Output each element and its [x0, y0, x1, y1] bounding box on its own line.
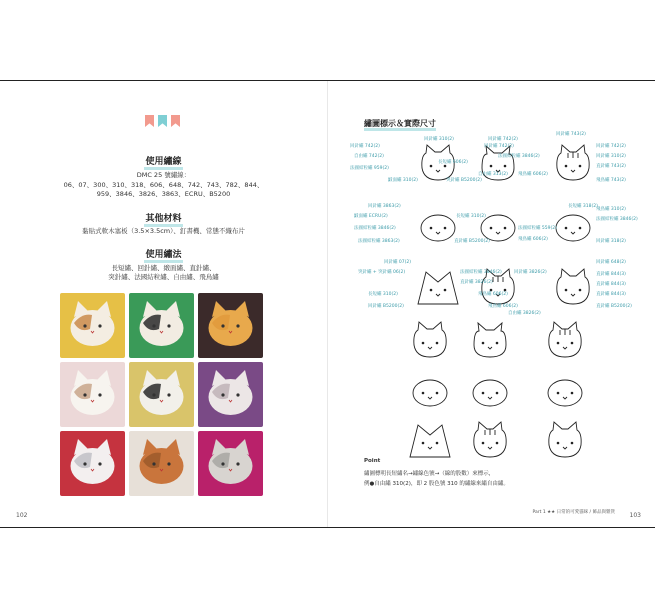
stitch-label: 緞面繡 ECRU(2) [354, 214, 388, 219]
stitch-label: 回針繡 318(2) [596, 239, 626, 244]
diagram-title: 繡圖標示＆實際尺寸 [364, 118, 436, 129]
cat-embroidery-icon [60, 293, 125, 358]
cat-outline-diagram [557, 269, 589, 304]
stitch-label: 自由繡 742(2) [354, 154, 384, 159]
bunting-flags [145, 115, 180, 127]
note-head: Point [364, 458, 381, 464]
stitch-label: 直針繡 3826(2) [460, 280, 493, 285]
thread-line-2: 06、07、300、310、318、606、648、742、743、782、844、 [63, 181, 264, 189]
stitch-label: 長短繡 606(2) [438, 160, 468, 165]
cat-embroidery-icon [129, 362, 194, 427]
cat-embroidery-icon [198, 362, 263, 427]
cat-embroidery-icon [129, 293, 194, 358]
stitch-label: 回針繡 07(2) [384, 260, 412, 265]
stitch-label: 飛鳥繡 606(2) [518, 237, 548, 242]
cat-outline-diagram [414, 322, 446, 357]
stitch-label: 飛鳥繡 743(2) [596, 178, 626, 183]
stitch-label: 回針繡 742(2) [596, 144, 626, 149]
flag-2 [158, 115, 167, 127]
stitch-label: 自由繡 3826(2) [508, 311, 541, 316]
embroidery-photo [198, 431, 263, 496]
cat-outline-diagram [418, 272, 458, 304]
note-line-1: 繡圖標明長短繡名→繡線色號→（線的股數）來標示， [364, 471, 495, 477]
page-number-right: 103 [629, 512, 641, 519]
stitch-label: 突針繡 B5200(2) [446, 178, 482, 183]
flag-1 [145, 115, 154, 127]
stitch-label: 直針繡 844(3) [596, 272, 626, 277]
stitch-label: 回針繡 310(2) [424, 137, 454, 142]
stitch-label: 法國結粒繡 3846(2) [596, 217, 638, 222]
stitch-label: 直針繡 B5200(2) [596, 304, 632, 309]
embroidery-photo [129, 362, 194, 427]
thread-line-3: 959、3846、3826、3863、ECRU、B5200 [96, 190, 231, 198]
stitch-label: 飛鳥繡 606(2) [478, 292, 508, 297]
stitch-label: 緞面繡 310(2) [388, 178, 418, 183]
stitch-label: 長短繡 310(2) [368, 292, 398, 297]
stitch-label: 飛鳥繡 606(2) [488, 304, 518, 309]
cat-embroidery-icon [60, 362, 125, 427]
cat-outline-diagram [473, 380, 507, 406]
stitch-label: 回針繡 742(2) [484, 144, 514, 149]
stitch-label: 自由繡 313(2) [478, 172, 508, 177]
stitch-label: 法國結粒繡 3863(2) [358, 239, 400, 244]
stitch-label: 回針繡 B5200(2) [368, 304, 404, 309]
stitch-label: 直針繡 B5200(2) [454, 239, 490, 244]
page-number-left: 102 [16, 512, 28, 519]
stitch-label: 法國結粒繡 3846(2) [460, 270, 502, 275]
cat-outline-diagram [557, 145, 589, 180]
cat-outline-diagram [474, 323, 506, 357]
stitch-label: 直針繡 743(2) [596, 164, 626, 169]
cat-outline-diagram [421, 215, 455, 241]
embroidery-photo [129, 431, 194, 496]
stitch-label: 回針繡 648(2) [596, 260, 626, 265]
right-page [328, 81, 655, 527]
stitch-label: 直針繡 844(3) [596, 292, 626, 297]
stitch-label: 飛鳥繡 310(2) [596, 207, 626, 212]
note-line-2: 例●自由繡 310(2)，即 2 股色號 310 的繡線來繡自由繡。 [364, 481, 509, 487]
embroidery-photo-grid [60, 293, 263, 496]
stitch-label: 回針繡 3863(2) [368, 204, 401, 209]
stitch-label: 長短繡 318(2) [568, 204, 598, 209]
stitch-label: 回針繡 3826(2) [514, 270, 547, 275]
cat-embroidery-icon [60, 431, 125, 496]
cat-embroidery-icon [198, 293, 263, 358]
cat-outline-diagram [413, 380, 447, 406]
stitch-label: 長短繡 310(2) [456, 214, 486, 219]
embroidery-photo [198, 362, 263, 427]
book-spread [0, 80, 655, 528]
stitch-label: 回針繡 310(2) [596, 154, 626, 159]
stitch-label: 法國結粒繡 959(2) [350, 166, 389, 171]
stitch-title: 使用繡法 [0, 247, 327, 260]
stitch-label: 回針繡 742(2) [488, 137, 518, 142]
cat-outline-diagram [549, 322, 581, 357]
stitch-label: 法國結粒繡 3846(2) [354, 226, 396, 231]
cat-outline-diagram [556, 215, 590, 241]
embroidery-photo [60, 431, 125, 496]
cat-embroidery-icon [129, 431, 194, 496]
thread-title: 使用繡線 [0, 154, 327, 167]
embroidery-photo [198, 293, 263, 358]
cat-outline-diagram [548, 380, 582, 406]
stitch-label: 法國結粒繡 559(2) [518, 226, 557, 231]
stitch-line-1: 長短繡、回針繡、緞面繡、直針繡、 [111, 264, 216, 272]
material-line: 黏貼式軟木塞板（3.5×3.5cm）、釘書機、常態不織布片 [82, 227, 245, 235]
page-footer: Part 1 ★★ 日常的可愛貓咪 / 飾品與雜貨 [532, 510, 615, 515]
stitch-label: 直針繡 844(3) [596, 282, 626, 287]
left-page [0, 81, 327, 527]
stitch-label: 飛鳥繡 606(2) [518, 172, 548, 177]
thread-line-1: DMC 25 號繡線： [136, 171, 191, 179]
embroidery-photo [129, 293, 194, 358]
cat-outline-diagram [410, 425, 450, 457]
stitch-label: 回針繡 743(2) [556, 132, 586, 137]
stitch-line-2: 突針繡、法國結粒繡、自由繡、飛鳥繡 [108, 273, 219, 281]
cat-outline-diagram [474, 422, 506, 457]
stitch-label: 突針繡 + 突針繡 06(2) [358, 270, 406, 275]
cat-embroidery-icon [198, 431, 263, 496]
material-title: 其他材料 [0, 211, 327, 224]
stitch-label: 回針繡 742(2) [350, 144, 380, 149]
flag-3 [171, 115, 180, 127]
embroidery-photo [60, 293, 125, 358]
cat-outline-diagram [549, 422, 581, 457]
stitch-label: 法國結粒繡 3846(2) [498, 154, 540, 159]
embroidery-photo [60, 362, 125, 427]
